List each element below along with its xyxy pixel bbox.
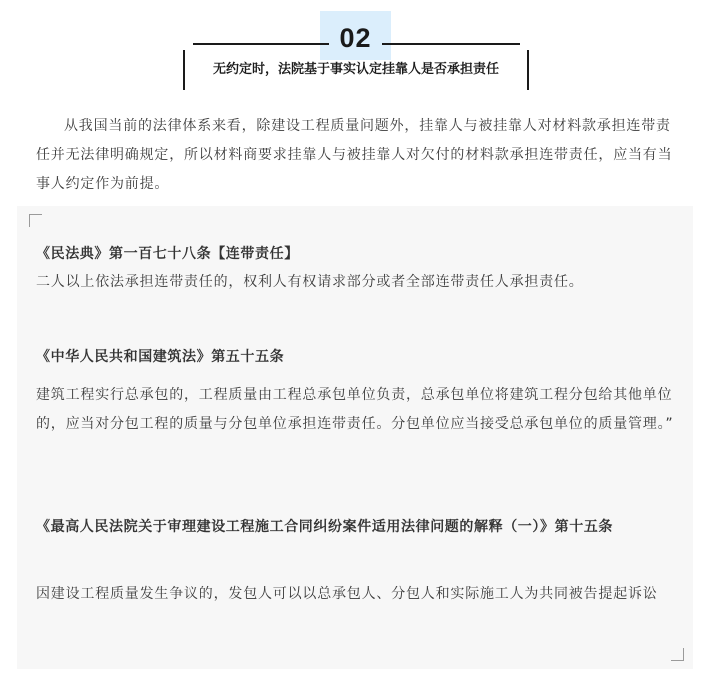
quote-heading-construction-law: 《中华人民共和国建筑法》第五十五条 xyxy=(36,349,285,365)
quote-heading-civil-code: 《民法典》第一百七十八条【连带责任】 xyxy=(36,246,299,262)
section-number: 02 xyxy=(339,23,372,53)
header-rule-right xyxy=(382,43,520,45)
header-rule-left xyxy=(193,43,329,45)
section-title: 无约定时，法院基于事实认定挂靠人是否承担责任 xyxy=(212,62,499,77)
quote-corner-top-left-icon xyxy=(29,214,42,227)
quote-corner-bottom-right-icon xyxy=(671,648,684,661)
quote-body-civil-code: 二人以上依法承担连带责任的，权利人有权请求部分或者全部连带责任人承担责任。 xyxy=(36,274,584,290)
intro-paragraph: 从我国当前的法律体系来看，除建设工程质量问题外，挂靠人与被挂靠人对材料款承担连带责任并无法律明确规定，所以材料商要求挂靠人与被挂靠人对欠付的材料款承担连带责任，应当有当事人约定作为前提。 xyxy=(36,118,673,192)
quote-heading-judicial-interpretation: 《最高人民法院关于审理建设工程施工合同纠纷案件适用法律问题的解释（一）》第十五条 xyxy=(36,519,613,535)
quote-body-judicial-interpretation: 因建设工程质量发生争议的，发包人可以以总承包人、分包人和实际施工人为共同被告提起诉讼 xyxy=(36,586,658,602)
quote-body-construction-law: 建筑工程实行总承包的，工程质量由工程总承包单位负责，总承包单位将建筑工程分包给其他单位的，应当对分包工程的质量与分包单位承担连带责任。分包单位应当接受总承包单位的质量管理。” xyxy=(36,387,674,432)
section-header xyxy=(0,0,709,100)
